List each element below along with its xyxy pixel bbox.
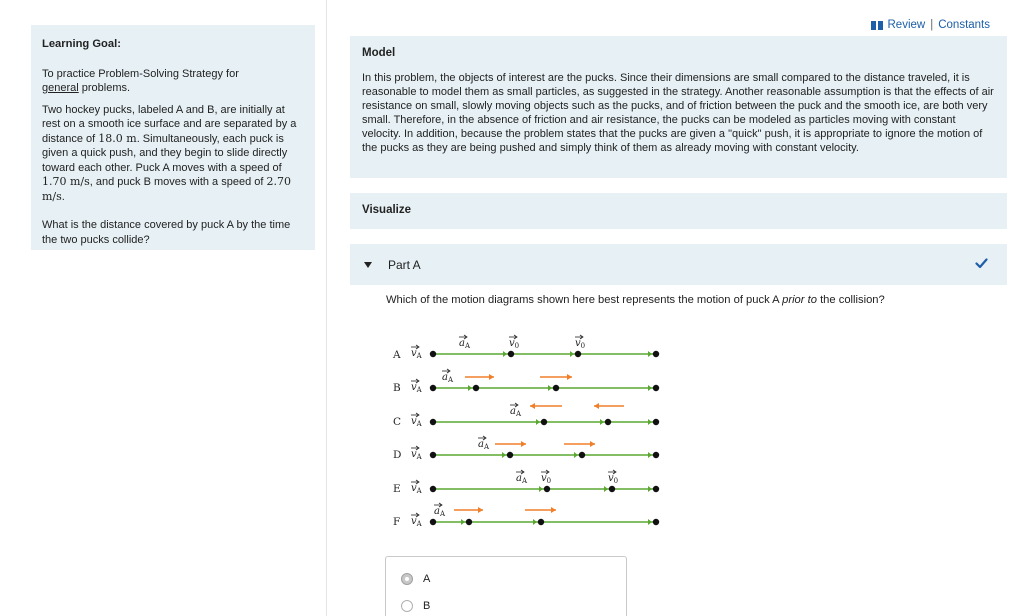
accel-arrow-c2-head bbox=[594, 403, 599, 409]
speed-b: 2.70 m/s bbox=[42, 175, 291, 203]
row-d-dot-0 bbox=[430, 452, 436, 458]
zero-vec-a1: $v_0$ bbox=[509, 338, 520, 350]
top-nav bbox=[871, 19, 991, 31]
row-b-arrow-1 bbox=[468, 385, 472, 391]
part-a-question bbox=[386, 294, 885, 306]
choice-a-label: A bbox=[423, 573, 431, 585]
accel-arrow-f2-head bbox=[551, 507, 556, 513]
row-b-dot-3 bbox=[653, 385, 659, 391]
velocity-label-0: $v_A$ bbox=[411, 348, 422, 360]
general-link[interactable]: general bbox=[42, 82, 79, 94]
part-a-label: Part A bbox=[388, 257, 421, 272]
velocity-label-5: $v_A$ bbox=[411, 516, 422, 528]
row-e-arrow-3 bbox=[648, 486, 652, 492]
problem-part4: . bbox=[61, 190, 65, 203]
velocity-label-4: $v_A$ bbox=[411, 483, 422, 495]
problem-part3: , and puck B moves with a speed of bbox=[89, 176, 264, 188]
zero-vec-e1: $v_0$ bbox=[541, 473, 552, 485]
question-suffix: the collision? bbox=[820, 294, 885, 306]
row-d-dot-3 bbox=[653, 452, 659, 458]
row-a-dot-2 bbox=[575, 351, 581, 357]
row-f-dot-2 bbox=[538, 519, 544, 525]
distance-value: 18.0 m bbox=[98, 131, 137, 145]
row-d-dot-2 bbox=[579, 452, 585, 458]
checkmark-icon bbox=[975, 258, 988, 269]
row-e-dot-1 bbox=[544, 486, 550, 492]
row-a-arrow-3 bbox=[648, 351, 652, 357]
accel-label-e: $a_A$ bbox=[516, 473, 528, 485]
learning-goal-intro bbox=[42, 67, 304, 96]
problem-part2: . Simultaneously, each puck is given a quick push, and they begin to slide directly toward each other. Puck A moves with a speed of bbox=[42, 132, 288, 174]
question-emphasis: prior to bbox=[782, 294, 817, 306]
review-link[interactable]: Review bbox=[887, 19, 926, 31]
row-f-arrow-1 bbox=[461, 519, 465, 525]
row-d-arrow-2 bbox=[574, 452, 578, 458]
nav-separator: | bbox=[930, 19, 934, 31]
learning-goal-panel bbox=[31, 25, 315, 250]
row-d-dot-1 bbox=[507, 452, 513, 458]
row-f-arrow-3 bbox=[648, 519, 652, 525]
velocity-label-2: $v_A$ bbox=[411, 416, 422, 428]
row-b-arrow-2 bbox=[548, 385, 552, 391]
accel-label-d: $a_A$ bbox=[478, 439, 490, 451]
row-label-f: F bbox=[393, 516, 401, 528]
collapse-triangle-icon[interactable] bbox=[364, 262, 372, 268]
row-d-arrow-3 bbox=[648, 452, 652, 458]
row-c-arrow-3 bbox=[648, 419, 652, 425]
answer-choices bbox=[385, 556, 627, 616]
row-f-dot-3 bbox=[653, 519, 659, 525]
choice-b-label: B bbox=[423, 600, 431, 612]
model-text: In this problem, the objects of interest are the pucks. Since their dimensions are small compared to the distance traveled, it is reasonable to model them as small particles, as suggested in the strategy. Another reasonable assumption is that the effects of air resistance on small, slowly moving objects such as the pucks, and of friction between the puck and the smooth ice, are both very small. Therefore, in the absence of friction and air resistance, the pucks can be modeled as particles moving with constant velocity. In addition, because the problem states that the pucks are given a "quick" push, it is appropriate to ignore the motion of the pucks as they are being pushed and simply think of them as already moving with constant velocity. bbox=[362, 72, 994, 154]
velocity-label-1: $v_A$ bbox=[411, 382, 422, 394]
accel-label-c: $a_A$ bbox=[510, 406, 522, 418]
row-e-dot-0 bbox=[430, 486, 436, 492]
accel-arrow-d2-head bbox=[590, 441, 595, 447]
row-c-dot-3 bbox=[653, 419, 659, 425]
accel-label-f: $a_A$ bbox=[434, 506, 446, 518]
accel-arrow-c1-head bbox=[530, 403, 535, 409]
velocity-label-3: $v_A$ bbox=[411, 449, 422, 461]
choice-a[interactable] bbox=[401, 573, 430, 585]
row-c-dot-1 bbox=[541, 419, 547, 425]
row-f-dot-0 bbox=[430, 519, 436, 525]
row-d-arrow-1 bbox=[502, 452, 506, 458]
learning-goal-title: Learning Goal: bbox=[42, 38, 121, 50]
intro-suffix: problems. bbox=[81, 82, 131, 94]
zero-vec-a2: $v_0$ bbox=[575, 338, 586, 350]
zero-vec-e2: $v_0$ bbox=[608, 473, 619, 485]
choice-b[interactable] bbox=[401, 600, 430, 612]
row-c-arrow-2 bbox=[600, 419, 604, 425]
row-label-c: C bbox=[393, 416, 402, 428]
accel-arrow-d1-head bbox=[521, 441, 526, 447]
row-e-dot-2 bbox=[609, 486, 615, 492]
row-a-dot-1 bbox=[508, 351, 514, 357]
left-column bbox=[0, 0, 327, 616]
motion-diagrams bbox=[386, 326, 676, 536]
constants-link[interactable]: Constants bbox=[938, 19, 990, 31]
row-e-dot-3 bbox=[653, 486, 659, 492]
accel-label-a: $a_A$ bbox=[459, 338, 471, 350]
accel-arrow-f1-head bbox=[478, 507, 483, 513]
speed-a: 1.70 m/s bbox=[42, 175, 90, 188]
accel-arrow-b1-head bbox=[489, 374, 494, 380]
accel-label-b: $a_A$ bbox=[442, 372, 454, 384]
problem-part1: Two hockey pucks, labeled A and B, are initially at rest on a smooth ice surface and are separated by a distance of bbox=[42, 103, 297, 145]
row-label-b: B bbox=[393, 382, 401, 394]
row-a-dot-0 bbox=[430, 351, 436, 357]
row-label-d: D bbox=[393, 449, 402, 461]
radio-a[interactable] bbox=[401, 573, 413, 585]
row-e-arrow-1 bbox=[539, 486, 543, 492]
row-c-arrow-1 bbox=[536, 419, 540, 425]
row-b-arrow-3 bbox=[648, 385, 652, 391]
row-a-arrow-1 bbox=[503, 351, 507, 357]
model-panel bbox=[350, 36, 1007, 178]
row-label-e: E bbox=[393, 483, 401, 495]
row-a-arrow-2 bbox=[570, 351, 574, 357]
model-title: Model bbox=[362, 47, 396, 59]
intro-prefix: To practice Problem-Solving Strategy for bbox=[42, 67, 239, 80]
row-f-dot-1 bbox=[466, 519, 472, 525]
row-b-dot-1 bbox=[473, 385, 479, 391]
question-prefix: Which of the motion diagrams shown here best represents the motion of puck A bbox=[386, 294, 780, 306]
row-c-dot-2 bbox=[605, 419, 611, 425]
part-a-header[interactable] bbox=[350, 244, 1007, 285]
row-b-dot-2 bbox=[553, 385, 559, 391]
problem-statement bbox=[42, 103, 304, 205]
row-label-a: A bbox=[393, 349, 401, 361]
radio-b[interactable] bbox=[401, 600, 413, 612]
row-a-dot-3 bbox=[653, 351, 659, 357]
row-e-arrow-2 bbox=[604, 486, 608, 492]
visualize-panel[interactable]: Visualize bbox=[350, 193, 1007, 229]
goal-question: What is the distance covered by puck A by the time the two pucks collide? bbox=[42, 219, 291, 246]
row-b-dot-0 bbox=[430, 385, 436, 391]
accel-arrow-b2-head bbox=[567, 374, 572, 380]
book-icon bbox=[871, 21, 883, 30]
row-c-dot-0 bbox=[430, 419, 436, 425]
row-f-arrow-2 bbox=[533, 519, 537, 525]
